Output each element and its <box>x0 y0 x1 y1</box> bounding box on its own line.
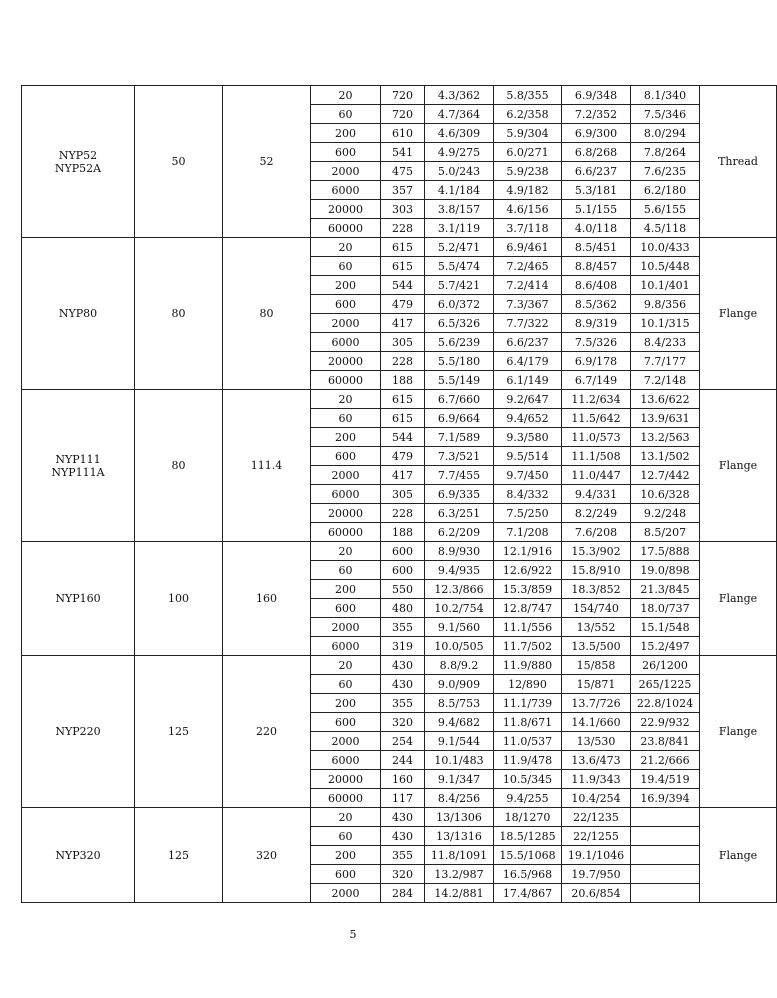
value-cell-2: 11.1/739 <box>494 694 562 713</box>
value-cell-3: 13/530 <box>562 732 631 751</box>
dimension-a-cell: 100 <box>135 542 223 656</box>
value-cell-2: 11.7/502 <box>494 637 562 656</box>
pressure-cell: 60000 <box>311 219 381 238</box>
flow-cell: 417 <box>381 466 425 485</box>
value-cell-1: 3.1/119 <box>425 219 494 238</box>
pressure-cell: 6000 <box>311 181 381 200</box>
value-cell-3: 8.8/457 <box>562 257 631 276</box>
value-cell-3: 11.9/343 <box>562 770 631 789</box>
value-cell-4: 23.8/841 <box>631 732 700 751</box>
value-cell-2: 9.5/514 <box>494 447 562 466</box>
flow-cell: 720 <box>381 105 425 124</box>
value-cell-1: 5.7/421 <box>425 276 494 295</box>
value-cell-2: 10.5/345 <box>494 770 562 789</box>
value-cell-2: 6.2/358 <box>494 105 562 124</box>
value-cell-4: 7.7/177 <box>631 352 700 371</box>
value-cell-4 <box>631 808 700 827</box>
value-cell-2: 9.2/647 <box>494 390 562 409</box>
value-cell-4: 13.2/563 <box>631 428 700 447</box>
value-cell-4: 18.0/737 <box>631 599 700 618</box>
connection-type-cell: Flange <box>700 238 777 390</box>
value-cell-4: 10.0/433 <box>631 238 700 257</box>
flow-cell: 615 <box>381 257 425 276</box>
value-cell-4: 265/1225 <box>631 675 700 694</box>
value-cell-2: 18.5/1285 <box>494 827 562 846</box>
value-cell-4: 13.9/631 <box>631 409 700 428</box>
value-cell-1: 6.5/326 <box>425 314 494 333</box>
pressure-cell: 2000 <box>311 314 381 333</box>
value-cell-4: 17.5/888 <box>631 542 700 561</box>
value-cell-2: 6.4/179 <box>494 352 562 371</box>
value-cell-3: 8.9/319 <box>562 314 631 333</box>
value-cell-2: 12.1/916 <box>494 542 562 561</box>
value-cell-4: 9.8/356 <box>631 295 700 314</box>
value-cell-4: 10.5/448 <box>631 257 700 276</box>
value-cell-1: 14.2/881 <box>425 884 494 903</box>
pressure-cell: 20000 <box>311 200 381 219</box>
value-cell-2: 3.7/118 <box>494 219 562 238</box>
value-cell-4 <box>631 865 700 884</box>
connection-type-cell: Flange <box>700 808 777 903</box>
value-cell-2: 9.7/450 <box>494 466 562 485</box>
spec-table <box>21 85 777 903</box>
value-cell-3: 7.6/208 <box>562 523 631 542</box>
value-cell-3: 10.4/254 <box>562 789 631 808</box>
value-cell-3: 18.3/852 <box>562 580 631 599</box>
flow-cell: 305 <box>381 485 425 504</box>
flow-cell: 550 <box>381 580 425 599</box>
value-cell-3: 19.1/1046 <box>562 846 631 865</box>
dimension-a-cell: 50 <box>135 86 223 238</box>
value-cell-2: 4.9/182 <box>494 181 562 200</box>
flow-cell: 430 <box>381 675 425 694</box>
value-cell-1: 6.7/660 <box>425 390 494 409</box>
pressure-cell: 60000 <box>311 371 381 390</box>
table-row <box>22 808 777 827</box>
value-cell-4: 10.6/328 <box>631 485 700 504</box>
pressure-cell: 20 <box>311 808 381 827</box>
value-cell-1: 10.1/483 <box>425 751 494 770</box>
pressure-cell: 2000 <box>311 618 381 637</box>
value-cell-3: 11.0/573 <box>562 428 631 447</box>
value-cell-4 <box>631 846 700 865</box>
value-cell-3: 6.9/178 <box>562 352 631 371</box>
dimension-b-cell: 80 <box>223 238 311 390</box>
flow-cell: 188 <box>381 523 425 542</box>
value-cell-3: 6.6/237 <box>562 162 631 181</box>
flow-cell: 480 <box>381 599 425 618</box>
flow-cell: 541 <box>381 143 425 162</box>
flow-cell: 188 <box>381 371 425 390</box>
flow-cell: 600 <box>381 561 425 580</box>
value-cell-3: 154/740 <box>562 599 631 618</box>
value-cell-3: 8.5/362 <box>562 295 631 314</box>
value-cell-1: 12.3/866 <box>425 580 494 599</box>
value-cell-2: 6.1/149 <box>494 371 562 390</box>
value-cell-3: 13/552 <box>562 618 631 637</box>
value-cell-2: 11.1/556 <box>494 618 562 637</box>
value-cell-1: 3.8/157 <box>425 200 494 219</box>
value-cell-1: 6.0/372 <box>425 295 494 314</box>
value-cell-1: 7.1/589 <box>425 428 494 447</box>
value-cell-2: 5.8/355 <box>494 86 562 105</box>
value-cell-2: 4.6/156 <box>494 200 562 219</box>
dimension-b-cell: 220 <box>223 656 311 808</box>
value-cell-4: 12.7/442 <box>631 466 700 485</box>
value-cell-3: 15.3/902 <box>562 542 631 561</box>
dimension-a-cell: 125 <box>135 656 223 808</box>
value-cell-1: 9.1/560 <box>425 618 494 637</box>
value-cell-1: 4.9/275 <box>425 143 494 162</box>
value-cell-2: 11.8/671 <box>494 713 562 732</box>
flow-cell: 479 <box>381 447 425 466</box>
value-cell-4: 8.0/294 <box>631 124 700 143</box>
flow-cell: 228 <box>381 352 425 371</box>
value-cell-1: 9.4/682 <box>425 713 494 732</box>
value-cell-3: 5.3/181 <box>562 181 631 200</box>
pressure-cell: 20000 <box>311 352 381 371</box>
value-cell-1: 13/1316 <box>425 827 494 846</box>
value-cell-3: 8.5/451 <box>562 238 631 257</box>
flow-cell: 303 <box>381 200 425 219</box>
value-cell-1: 5.2/471 <box>425 238 494 257</box>
value-cell-4 <box>631 827 700 846</box>
value-cell-3: 13.5/500 <box>562 637 631 656</box>
value-cell-1: 7.7/455 <box>425 466 494 485</box>
flow-cell: 615 <box>381 390 425 409</box>
pressure-cell: 60000 <box>311 523 381 542</box>
pressure-cell: 2000 <box>311 466 381 485</box>
pressure-cell: 6000 <box>311 485 381 504</box>
dimension-b-cell: 160 <box>223 542 311 656</box>
flow-cell: 160 <box>381 770 425 789</box>
dimension-a-cell: 125 <box>135 808 223 903</box>
flow-cell: 254 <box>381 732 425 751</box>
pressure-cell: 60 <box>311 675 381 694</box>
model-name-cell: NYP160 <box>22 542 135 656</box>
connection-type-cell: Thread <box>700 86 777 238</box>
value-cell-4: 7.6/235 <box>631 162 700 181</box>
pressure-cell: 60 <box>311 409 381 428</box>
flow-cell: 430 <box>381 827 425 846</box>
pressure-cell: 20 <box>311 656 381 675</box>
value-cell-4: 13.6/622 <box>631 390 700 409</box>
flow-cell: 615 <box>381 409 425 428</box>
value-cell-2: 16.5/968 <box>494 865 562 884</box>
value-cell-3: 11.1/508 <box>562 447 631 466</box>
value-cell-1: 5.5/180 <box>425 352 494 371</box>
value-cell-1: 4.6/309 <box>425 124 494 143</box>
value-cell-2: 15.3/859 <box>494 580 562 599</box>
value-cell-2: 9.3/580 <box>494 428 562 447</box>
value-cell-1: 6.9/335 <box>425 485 494 504</box>
value-cell-4: 8.1/340 <box>631 86 700 105</box>
dimension-b-cell: 320 <box>223 808 311 903</box>
value-cell-3: 8.2/249 <box>562 504 631 523</box>
value-cell-4: 22.9/932 <box>631 713 700 732</box>
pressure-cell: 60 <box>311 827 381 846</box>
pressure-cell: 2000 <box>311 732 381 751</box>
pressure-cell: 6000 <box>311 637 381 656</box>
value-cell-4: 10.1/401 <box>631 276 700 295</box>
connection-type-cell: Flange <box>700 390 777 542</box>
model-name-cell: NYP320 <box>22 808 135 903</box>
value-cell-4: 7.8/264 <box>631 143 700 162</box>
dimension-b-cell: 52 <box>223 86 311 238</box>
value-cell-4: 6.2/180 <box>631 181 700 200</box>
pressure-cell: 200 <box>311 276 381 295</box>
value-cell-3: 6.8/268 <box>562 143 631 162</box>
value-cell-4: 8.4/233 <box>631 333 700 352</box>
flow-cell: 284 <box>381 884 425 903</box>
value-cell-4: 15.1/548 <box>631 618 700 637</box>
pressure-cell: 600 <box>311 865 381 884</box>
value-cell-4: 16.9/394 <box>631 789 700 808</box>
pressure-cell: 20 <box>311 390 381 409</box>
value-cell-1: 6.2/209 <box>425 523 494 542</box>
value-cell-1: 5.5/149 <box>425 371 494 390</box>
pressure-cell: 2000 <box>311 884 381 903</box>
value-cell-3: 14.1/660 <box>562 713 631 732</box>
value-cell-3: 4.0/118 <box>562 219 631 238</box>
value-cell-1: 13/1306 <box>425 808 494 827</box>
table-row <box>22 390 777 409</box>
value-cell-1: 10.0/505 <box>425 637 494 656</box>
value-cell-2: 8.4/332 <box>494 485 562 504</box>
pressure-cell: 200 <box>311 124 381 143</box>
value-cell-3: 6.7/149 <box>562 371 631 390</box>
table-row <box>22 542 777 561</box>
value-cell-1: 13.2/987 <box>425 865 494 884</box>
value-cell-3: 13.6/473 <box>562 751 631 770</box>
flow-cell: 544 <box>381 428 425 447</box>
value-cell-1: 4.3/362 <box>425 86 494 105</box>
value-cell-2: 6.9/461 <box>494 238 562 257</box>
value-cell-2: 12/890 <box>494 675 562 694</box>
value-cell-1: 4.7/364 <box>425 105 494 124</box>
value-cell-1: 5.6/239 <box>425 333 494 352</box>
flow-cell: 544 <box>381 276 425 295</box>
pressure-cell: 60 <box>311 257 381 276</box>
value-cell-2: 6.6/237 <box>494 333 562 352</box>
value-cell-2: 7.2/465 <box>494 257 562 276</box>
flow-cell: 117 <box>381 789 425 808</box>
value-cell-2: 9.4/652 <box>494 409 562 428</box>
flow-cell: 305 <box>381 333 425 352</box>
value-cell-1: 10.2/754 <box>425 599 494 618</box>
value-cell-1: 8.8/9.2 <box>425 656 494 675</box>
value-cell-4: 13.1/502 <box>631 447 700 466</box>
value-cell-4: 21.2/666 <box>631 751 700 770</box>
model-name-cell: NYP80 <box>22 238 135 390</box>
pressure-cell: 20 <box>311 86 381 105</box>
pressure-cell: 2000 <box>311 162 381 181</box>
value-cell-3: 15/858 <box>562 656 631 675</box>
pressure-cell: 200 <box>311 580 381 599</box>
value-cell-1: 11.8/1091 <box>425 846 494 865</box>
flow-cell: 355 <box>381 618 425 637</box>
value-cell-4: 19.4/519 <box>631 770 700 789</box>
value-cell-2: 7.2/414 <box>494 276 562 295</box>
value-cell-4: 4.5/118 <box>631 219 700 238</box>
value-cell-2: 12.6/922 <box>494 561 562 580</box>
spec-table-body <box>22 86 777 903</box>
value-cell-2: 11.9/478 <box>494 751 562 770</box>
pressure-cell: 20000 <box>311 504 381 523</box>
value-cell-3: 8.6/408 <box>562 276 631 295</box>
flow-cell: 475 <box>381 162 425 181</box>
dimension-a-cell: 80 <box>135 238 223 390</box>
value-cell-2: 7.1/208 <box>494 523 562 542</box>
value-cell-3: 15.8/910 <box>562 561 631 580</box>
value-cell-1: 9.0/909 <box>425 675 494 694</box>
value-cell-3: 19.7/950 <box>562 865 631 884</box>
value-cell-3: 11.2/634 <box>562 390 631 409</box>
value-cell-1: 5.0/243 <box>425 162 494 181</box>
pressure-cell: 200 <box>311 846 381 865</box>
flow-cell: 430 <box>381 656 425 675</box>
value-cell-1: 9.4/935 <box>425 561 494 580</box>
value-cell-2: 5.9/238 <box>494 162 562 181</box>
page-number: 5 <box>349 928 357 941</box>
value-cell-2: 7.3/367 <box>494 295 562 314</box>
value-cell-2: 5.9/304 <box>494 124 562 143</box>
flow-cell: 320 <box>381 865 425 884</box>
pressure-cell: 20 <box>311 542 381 561</box>
value-cell-3: 22/1255 <box>562 827 631 846</box>
value-cell-2: 11.0/537 <box>494 732 562 751</box>
value-cell-3: 15/871 <box>562 675 631 694</box>
table-row <box>22 656 777 675</box>
value-cell-1: 9.1/347 <box>425 770 494 789</box>
value-cell-2: 17.4/867 <box>494 884 562 903</box>
flow-cell: 610 <box>381 124 425 143</box>
pressure-cell: 600 <box>311 295 381 314</box>
value-cell-3: 20.6/854 <box>562 884 631 903</box>
value-cell-2: 9.4/255 <box>494 789 562 808</box>
pressure-cell: 60 <box>311 561 381 580</box>
value-cell-4: 8.5/207 <box>631 523 700 542</box>
dimension-a-cell: 80 <box>135 390 223 542</box>
pressure-cell: 600 <box>311 713 381 732</box>
value-cell-3: 6.9/348 <box>562 86 631 105</box>
value-cell-1: 5.5/474 <box>425 257 494 276</box>
flow-cell: 720 <box>381 86 425 105</box>
connection-type-cell: Flange <box>700 656 777 808</box>
value-cell-4: 10.1/315 <box>631 314 700 333</box>
flow-cell: 244 <box>381 751 425 770</box>
value-cell-4: 9.2/248 <box>631 504 700 523</box>
pressure-cell: 60000 <box>311 789 381 808</box>
flow-cell: 355 <box>381 694 425 713</box>
model-name-cell: NYP52 NYP52A <box>22 86 135 238</box>
dimension-b-cell: 111.4 <box>223 390 311 542</box>
value-cell-4: 22.8/1024 <box>631 694 700 713</box>
value-cell-2: 11.9/880 <box>494 656 562 675</box>
value-cell-1: 8.5/753 <box>425 694 494 713</box>
table-row <box>22 86 777 105</box>
pressure-cell: 6000 <box>311 751 381 770</box>
value-cell-1: 9.1/544 <box>425 732 494 751</box>
flow-cell: 430 <box>381 808 425 827</box>
pressure-cell: 200 <box>311 694 381 713</box>
value-cell-3: 9.4/331 <box>562 485 631 504</box>
value-cell-1: 7.3/521 <box>425 447 494 466</box>
value-cell-4: 7.2/148 <box>631 371 700 390</box>
pressure-cell: 20000 <box>311 770 381 789</box>
value-cell-3: 22/1235 <box>562 808 631 827</box>
pressure-cell: 200 <box>311 428 381 447</box>
value-cell-4: 26/1200 <box>631 656 700 675</box>
value-cell-2: 18/1270 <box>494 808 562 827</box>
value-cell-2: 6.0/271 <box>494 143 562 162</box>
value-cell-3: 5.1/155 <box>562 200 631 219</box>
value-cell-3: 11.5/642 <box>562 409 631 428</box>
value-cell-2: 7.7/322 <box>494 314 562 333</box>
model-name-cell: NYP111 NYP111A <box>22 390 135 542</box>
flow-cell: 357 <box>381 181 425 200</box>
value-cell-1: 4.1/184 <box>425 181 494 200</box>
flow-cell: 479 <box>381 295 425 314</box>
pressure-cell: 20 <box>311 238 381 257</box>
value-cell-1: 6.3/251 <box>425 504 494 523</box>
table-row <box>22 238 777 257</box>
flow-cell: 417 <box>381 314 425 333</box>
flow-cell: 228 <box>381 504 425 523</box>
value-cell-4: 7.5/346 <box>631 105 700 124</box>
value-cell-3: 13.7/726 <box>562 694 631 713</box>
value-cell-2: 12.8/747 <box>494 599 562 618</box>
value-cell-1: 8.9/930 <box>425 542 494 561</box>
flow-cell: 320 <box>381 713 425 732</box>
value-cell-2: 15.5/1068 <box>494 846 562 865</box>
flow-cell: 600 <box>381 542 425 561</box>
pressure-cell: 6000 <box>311 333 381 352</box>
value-cell-1: 8.4/256 <box>425 789 494 808</box>
value-cell-4 <box>631 884 700 903</box>
connection-type-cell: Flange <box>700 542 777 656</box>
pressure-cell: 600 <box>311 447 381 466</box>
flow-cell: 355 <box>381 846 425 865</box>
pressure-cell: 600 <box>311 599 381 618</box>
value-cell-4: 5.6/155 <box>631 200 700 219</box>
flow-cell: 319 <box>381 637 425 656</box>
flow-cell: 228 <box>381 219 425 238</box>
value-cell-1: 6.9/664 <box>425 409 494 428</box>
value-cell-4: 21.3/845 <box>631 580 700 599</box>
flow-cell: 615 <box>381 238 425 257</box>
value-cell-3: 11.0/447 <box>562 466 631 485</box>
pressure-cell: 60 <box>311 105 381 124</box>
value-cell-3: 6.9/300 <box>562 124 631 143</box>
value-cell-2: 7.5/250 <box>494 504 562 523</box>
pressure-cell: 600 <box>311 143 381 162</box>
value-cell-3: 7.5/326 <box>562 333 631 352</box>
value-cell-4: 15.2/497 <box>631 637 700 656</box>
value-cell-3: 7.2/352 <box>562 105 631 124</box>
value-cell-4: 19.0/898 <box>631 561 700 580</box>
model-name-cell: NYP220 <box>22 656 135 808</box>
